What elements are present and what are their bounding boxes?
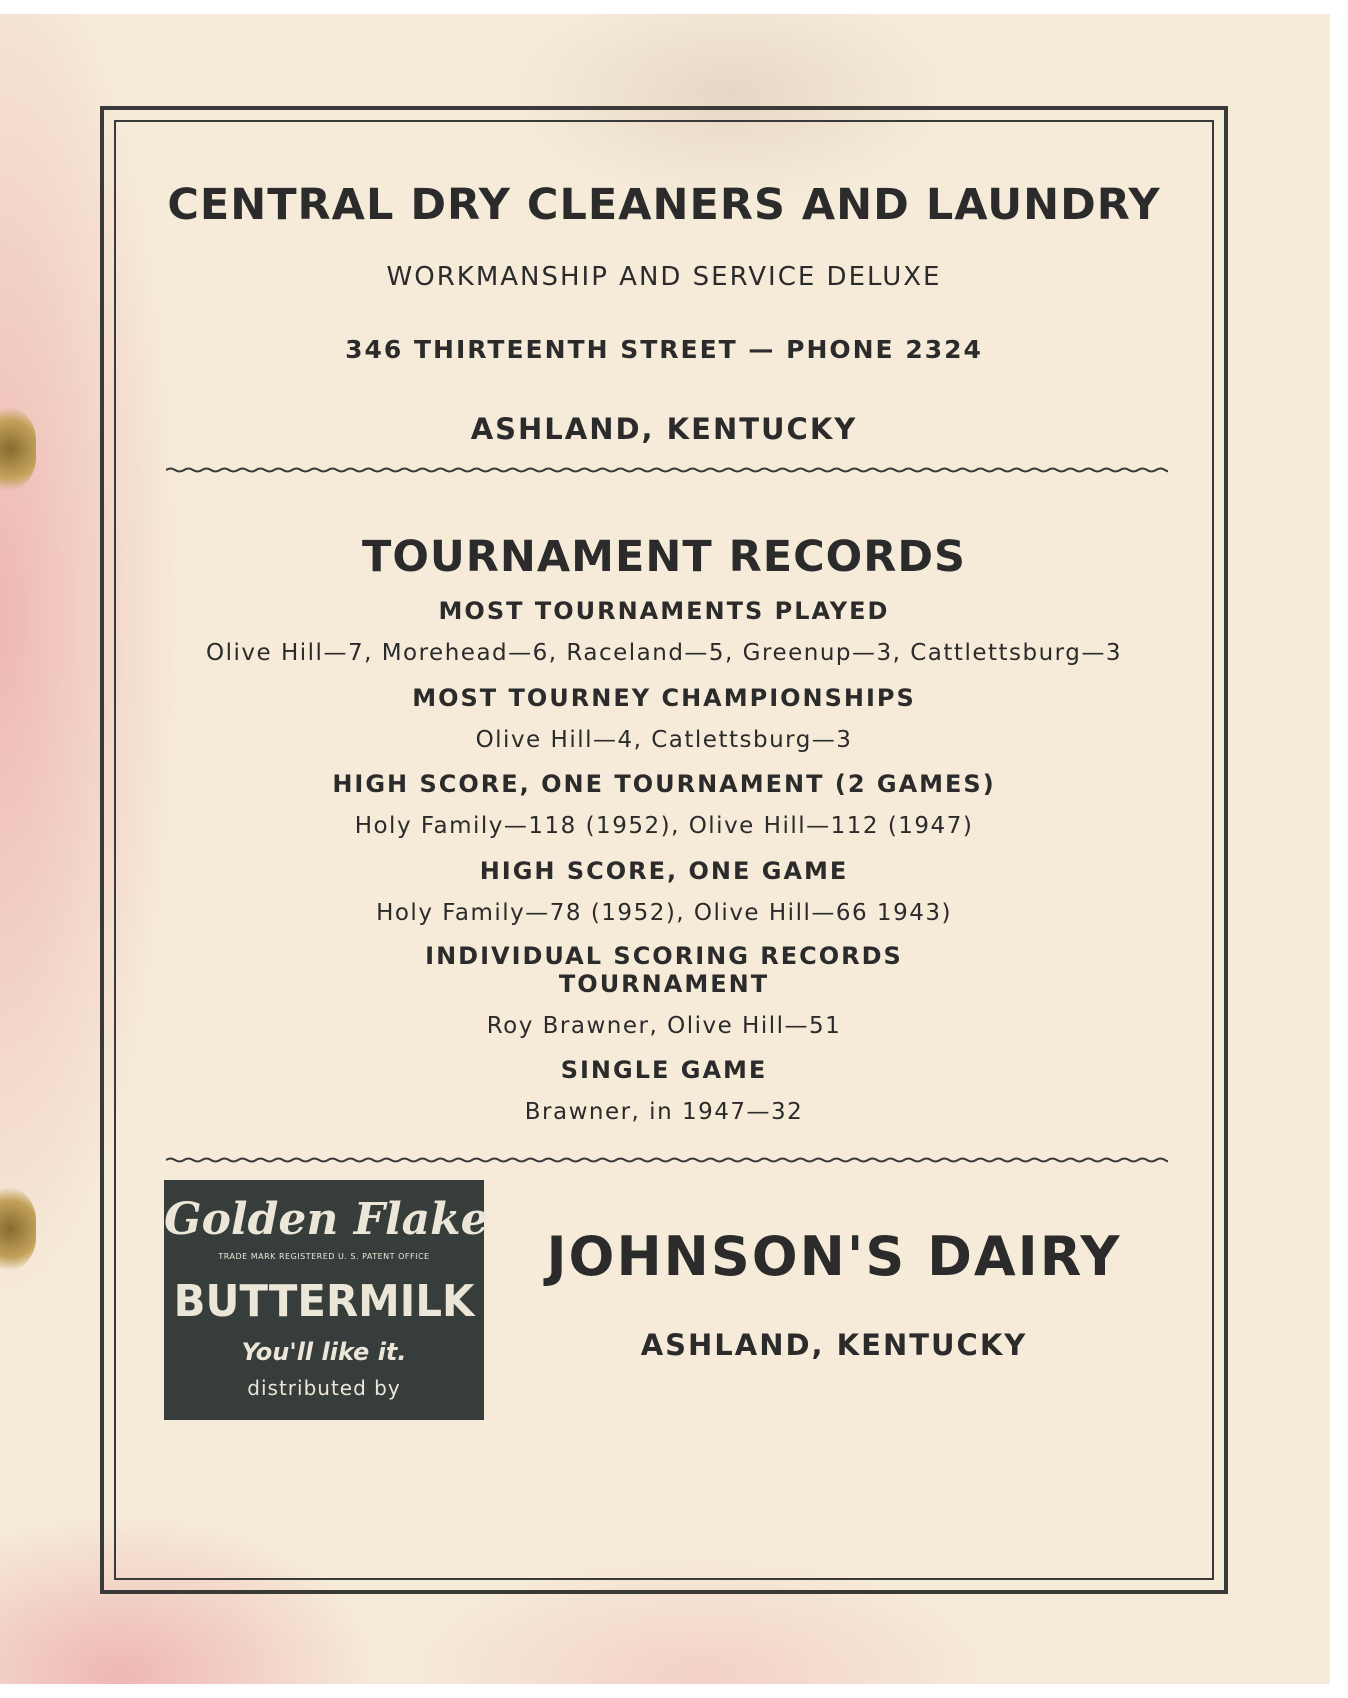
binding-hole-top (0, 404, 36, 494)
page-border-inner (114, 120, 1214, 1580)
records-line-individual: Roy Brawner, Olive Hill—51 (486, 1013, 842, 1039)
records-line-single-game: Brawner, in 1947—32 (524, 1099, 804, 1125)
dry-cleaners-tagline: WORKMANSHIP AND SERVICE DELUXE (386, 262, 942, 292)
records-heading-high-score-tournament: HIGH SCORE, ONE TOURNAMENT (2 GAMES) (332, 770, 996, 798)
dairy-name: JOHNSON'S DAIRY (546, 1225, 1122, 1288)
records-heading-high-score-game: HIGH SCORE, ONE GAME (479, 857, 849, 885)
records-line-most-tournaments: Olive Hill—7, Morehead—6, Raceland—5, Greenup—3, Cattlettsburg—3 (206, 640, 1122, 666)
distributed-by-label: distributed by (247, 1376, 401, 1400)
dry-cleaners-title: CENTRAL DRY CLEANERS AND LAUNDRY (167, 180, 1161, 230)
golden-flake-slogan: You'll like it. (241, 1338, 407, 1366)
binding-hole-bottom (0, 1184, 36, 1274)
page-border (100, 106, 1228, 1594)
golden-flake-trademark: TRADE MARK REGISTERED U. S. PATENT OFFICE (218, 1252, 430, 1261)
records-line-championships: Olive Hill—4, Catlettsburg—3 (475, 727, 853, 753)
records-title: TOURNAMENT RECORDS (361, 532, 966, 582)
dairy-city: ASHLAND, KENTUCKY (640, 1328, 1028, 1362)
records-heading-individual: INDIVIDUAL SCORING RECORDS (425, 942, 903, 970)
golden-flake-ad (164, 1180, 489, 1420)
dry-cleaners-address: 346 THIRTEENTH STREET — PHONE 2324 (345, 335, 983, 364)
buttermilk-label: BUTTERMILK (173, 1276, 475, 1327)
program-page (0, 14, 1330, 1684)
records-heading-single-game: SINGLE GAME (560, 1056, 768, 1084)
dry-cleaners-city: ASHLAND, KENTUCKY (470, 412, 858, 446)
records-heading-individual-tournament: TOURNAMENT (558, 970, 770, 998)
wavy-divider-bottom (166, 1155, 1168, 1165)
records-line-high-score-game: Holy Family—78 (1952), Olive Hill—66 1943) (376, 900, 952, 926)
records-heading-championships: MOST TOURNEY CHAMPIONSHIPS (412, 684, 916, 712)
records-heading-most-tournaments: MOST TOURNAMENTS PLAYED (438, 597, 890, 625)
records-line-high-score-tournament: Holy Family—118 (1952), Olive Hill—112 (1947) (354, 813, 974, 839)
wavy-divider-top (166, 465, 1168, 475)
golden-flake-logo: Golden Flake (164, 1194, 489, 1245)
